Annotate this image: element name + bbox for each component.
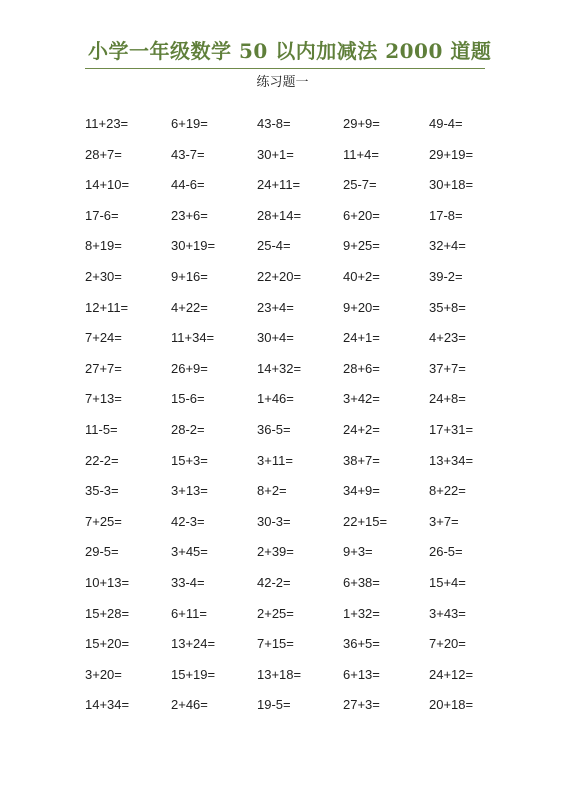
math-problem: 1+46= [257,391,294,407]
math-problem: 25-4= [257,238,291,254]
problem-row [85,636,515,667]
math-problem: 38+7= [343,452,380,468]
math-problem: 6+11= [171,605,207,621]
math-problem: 15+28= [85,605,130,621]
problem-row [85,330,515,361]
problem-row [85,575,515,606]
math-problem: 33-4= [171,574,205,590]
math-problem: 27+7= [85,360,122,376]
math-problem: 3+42= [343,391,380,407]
math-problem: 15+19= [171,666,216,682]
math-problem: 8+2= [257,483,287,499]
math-problem: 23+6= [171,207,208,223]
problem-row [85,238,515,269]
math-problem: 3+13= [171,483,208,499]
problem-row [85,300,515,331]
worksheet-title: 小学一年级数学 50 以内加减法 2000 道题 [88,39,492,63]
math-problem: 8+19= [85,238,122,254]
math-problem: 2+46= [171,697,208,713]
math-problem: 8+22= [429,483,466,499]
math-problem: 1+32= [343,605,380,621]
math-problem: 13+18= [257,666,302,682]
math-problem: 30+1= [257,146,294,162]
problem-row [85,269,515,300]
math-problem: 7+20= [429,636,466,652]
math-problem: 24+1= [343,330,380,346]
math-problem: 26-5= [429,544,463,560]
math-problem: 43-7= [171,146,205,162]
math-problem: 4+23= [429,330,466,346]
problem-row [85,697,515,728]
math-problem: 42-3= [171,513,205,529]
math-problem: 23+4= [257,299,294,315]
math-problem: 15-6= [171,391,205,407]
math-problem: 14+32= [257,360,302,376]
math-problem: 11+34= [171,330,215,346]
math-problem: 2+30= [85,268,122,284]
math-problem: 25-7= [343,177,377,193]
math-problem: 30+4= [257,330,294,346]
math-problem: 3+20= [85,666,122,682]
problem-row [85,147,515,178]
math-problem: 2+25= [257,605,294,621]
math-problem: 44-6= [171,177,205,193]
math-problem: 32+4= [429,238,466,254]
math-problem: 4+22= [171,299,208,315]
math-problem: 28-2= [171,421,205,437]
math-problem: 2+39= [257,544,294,560]
problem-row [85,177,515,208]
math-problem: 11-5= [85,421,118,437]
problem-row [85,116,515,147]
math-problem: 13+24= [171,636,216,652]
math-problem: 40+2= [343,268,380,284]
problem-row [85,361,515,392]
math-problem: 29+9= [343,116,380,131]
math-problem: 3+11= [257,452,293,468]
math-problem: 9+3= [343,544,373,560]
math-problem: 24+11= [257,177,301,193]
math-problem: 9+25= [343,238,380,254]
math-problem: 17-6= [85,207,119,223]
problem-row [85,606,515,637]
math-problem: 15+20= [85,636,130,652]
problem-row [85,208,515,239]
problem-grid [85,116,515,728]
math-problem: 39-2= [429,268,463,284]
math-problem: 36-5= [257,421,291,437]
math-problem: 27+3= [343,697,380,713]
math-problem: 22-2= [85,452,119,468]
math-problem: 49-4= [429,116,463,131]
math-problem: 9+16= [171,268,208,284]
problem-row [85,667,515,698]
math-problem: 22+15= [343,513,388,529]
math-problem: 24+2= [343,421,380,437]
math-problem: 34+9= [343,483,380,499]
math-problem: 28+14= [257,207,302,223]
math-problem: 15+3= [171,452,208,468]
math-problem: 20+18= [429,697,474,713]
math-problem: 19-5= [257,697,291,713]
math-problem: 3+7= [429,513,459,529]
math-problem: 29+19= [429,146,474,162]
math-problem: 26+9= [171,360,208,376]
math-problem: 17+31= [429,421,474,437]
problem-row [85,453,515,484]
math-problem: 17-8= [429,207,463,223]
problem-row [85,483,515,514]
math-problem: 28+7= [85,146,122,162]
math-problem: 30+18= [429,177,474,193]
math-problem: 29-5= [85,544,119,560]
math-problem: 6+19= [171,116,208,131]
math-problem: 22+20= [257,268,302,284]
math-problem: 12+11= [85,299,129,315]
math-problem: 36+5= [343,636,380,652]
problem-row [85,544,515,575]
problem-row [85,514,515,545]
math-problem: 7+24= [85,330,122,346]
math-problem: 3+43= [429,605,466,621]
math-problem: 3+45= [171,544,208,560]
math-problem: 42-2= [257,574,291,590]
math-problem: 9+20= [343,299,380,315]
math-problem: 10+13= [85,574,130,590]
math-problem: 43-8= [257,116,291,131]
math-problem: 7+13= [85,391,122,407]
math-problem: 6+38= [343,574,380,590]
math-problem: 7+15= [257,636,294,652]
exercise-heading: 练习题一 [256,75,309,90]
math-problem: 30+19= [171,238,216,254]
math-problem: 14+10= [85,177,130,193]
problem-row [85,422,515,453]
math-problem: 6+13= [343,666,380,682]
math-problem: 28+6= [343,360,380,376]
math-problem: 11+4= [343,146,379,162]
math-problem: 11+23= [85,116,129,131]
math-problem: 37+7= [429,360,466,376]
math-problem: 6+20= [343,207,380,223]
math-problem: 24+8= [429,391,466,407]
problem-row [85,391,515,422]
math-problem: 15+4= [429,574,466,590]
math-problem: 35+8= [429,299,466,315]
math-problem: 7+25= [85,513,122,529]
math-problem: 24+12= [429,666,474,682]
math-problem: 14+34= [85,697,130,713]
title-underline [85,68,485,69]
math-problem: 35-3= [85,483,119,499]
math-problem: 13+34= [429,452,474,468]
math-problem: 30-3= [257,513,291,529]
